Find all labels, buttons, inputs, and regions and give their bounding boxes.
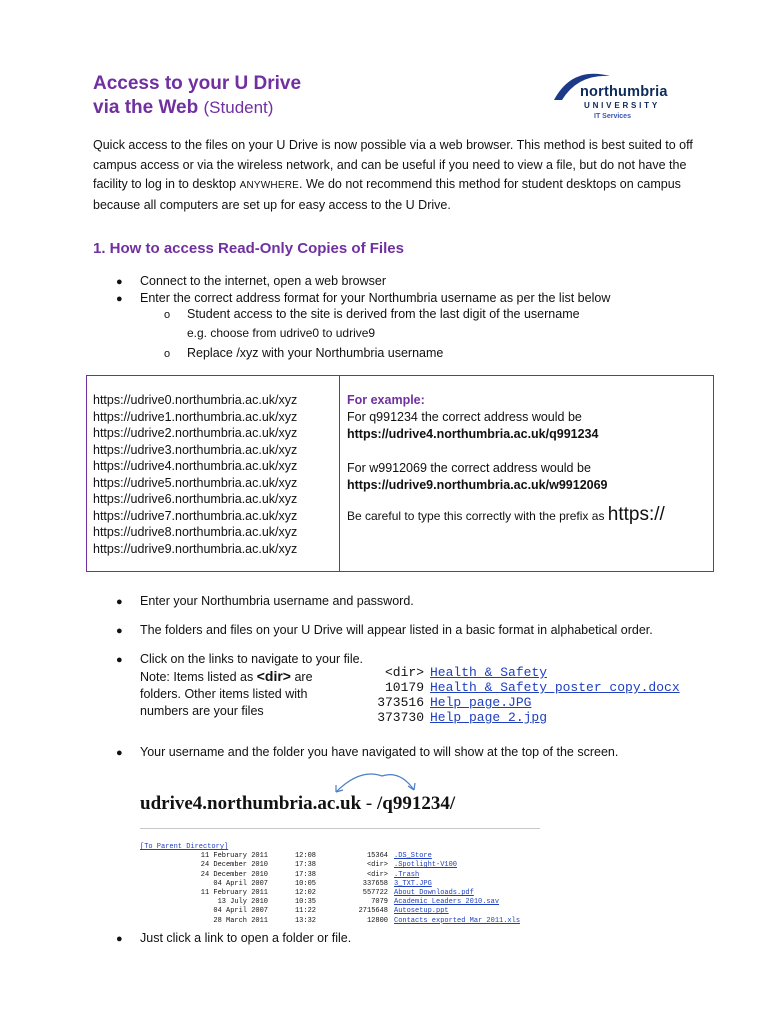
url-item: https://udrive3.northumbria.ac.uk/xyz [93,442,298,457]
title-line-1: Access to your U Drive [93,73,302,94]
url-table [86,375,714,572]
note-post: are [294,670,313,684]
step-click-links: Click on the links to navigate to your file. [140,652,364,666]
row-time: 11:22 [294,907,316,916]
row-size: 337658 [362,879,388,888]
listing-size: <dir> [384,665,424,680]
sub-bullet-replace-xyz: Replace /xyz with your Northumbria username [187,346,444,360]
instruction-bullets [0,273,768,363]
row-size: 7079 [371,898,388,907]
intro-paragraph [93,136,693,215]
row-link[interactable]: 3_TXT.JPG [394,879,432,888]
step-folders-listed: The folders and files on your U Drive will appear listed in a basic format in alphabetical order. [140,623,653,637]
page-title [93,72,301,120]
example-panel [347,392,707,525]
row-size: <dir> [366,861,388,870]
row-link[interactable]: .Trash [394,870,420,879]
username-bullet [0,744,768,764]
row-date: 11 February 2011 [200,852,268,861]
row-size: 2715648 [358,907,388,916]
bullet-dot-icon: ● [116,625,123,637]
url-item: https://udrive5.northumbria.ac.uk/xyz [93,475,298,490]
table-row [140,917,520,926]
url-item: https://udrive7.northumbria.ac.uk/xyz [93,508,298,523]
northumbria-logo [552,70,678,126]
step-username-shown: Your username and the folder you have navigated to will show at the top of the screen. [140,745,619,759]
listing-link[interactable]: Help page.JPG [430,695,532,710]
bullet-connect: Connect to the internet, open a web browser [140,274,386,288]
note-dir: <dir> [256,668,291,684]
sub-bullet-student-access-example: e.g. choose from udrive0 to udrive9 [187,326,376,340]
table-row [140,871,520,880]
row-link[interactable]: About Downloads.pdf [394,889,474,898]
row-link[interactable]: Contacts exported Mar 2011.xls [394,916,521,925]
example-file-listing [364,665,680,725]
url-table-divider [339,376,340,571]
row-date: 24 December 2010 [200,870,268,879]
intro-part-1: Quick access to the files on your U Drive is now possible via a web browser. This method is best suited to off campus access or via the wireless network, and can be useful if you need to view a file, but do not have the facility to log in to desktop [93,138,693,191]
parent-directory-link[interactable]: [To Parent Directory] [140,843,229,851]
example-heading: For example: [347,393,425,407]
row-size: <dir> [366,870,388,879]
row-time: 10:35 [294,898,316,907]
title-line-2-main: via the Web [93,97,199,118]
sub-bullet-circle-icon: o [164,348,171,360]
row-time: 13:32 [294,916,316,925]
listing-size: 10179 [384,680,424,695]
row-link[interactable]: .DS_Store [394,852,432,861]
sub-bullet-student-access: Student access to the site is derived from the last digit of the username [187,307,580,321]
table-row [140,907,520,916]
note-line-2: folders. Other items listed with [140,687,308,701]
listing-size: 373730 [377,710,424,725]
url-item: https://udrive0.northumbria.ac.uk/xyz [93,393,298,407]
row-date: 28 March 2011 [213,916,268,925]
table-row [140,880,520,889]
row-link[interactable]: Academic Leaders 2010.sav [394,898,500,907]
example-2-text: For w9912069 the correct address would be [347,461,591,475]
listing-link[interactable]: Help page 2.jpg [430,710,548,725]
bullet-address-format: Enter the correct address format for your Northumbria username as per the list below [140,291,611,305]
row-link[interactable]: Autosetup.ppt [394,907,449,916]
listing-size: 373516 [377,695,424,710]
url-item: https://udrive9.northumbria.ac.uk/xyz [93,541,298,556]
title-suffix: (Student) [203,98,274,117]
intro-part-2: . We do not recommend this method for student desktops on campus because all computers are set up for easy access to the U Drive. [93,177,681,212]
url-item: https://udrive1.northumbria.ac.uk/xyz [93,409,298,424]
row-size: 15364 [366,852,388,861]
url-list [93,392,297,557]
table-row [140,852,520,861]
example-1-url: https://udrive4.northumbria.ac.uk/q991234 [347,427,599,441]
row-date: 11 February 2011 [200,889,268,898]
table-row [140,889,520,898]
prefix-text: https:// [607,504,665,525]
listing-row [364,710,680,725]
bullet-dot-icon: ● [116,596,123,608]
row-time: 12:08 [294,852,316,861]
bullet-dot-icon: ● [116,654,123,666]
path-separator: - [361,793,377,814]
bullet-dot-icon: ● [116,293,123,305]
url-item: https://udrive8.northumbria.ac.uk/xyz [93,525,298,539]
section-1-heading: 1. How to access Read-Only Copies of Files [93,240,404,257]
note-line-1 [140,668,313,685]
row-time: 17:38 [294,870,316,879]
step-enter-credentials: Enter your Northumbria username and password. [140,594,414,608]
logo-university: UNIVERSITY [584,101,661,110]
row-date: 24 December 2010 [200,861,268,870]
bullet-dot-icon: ● [116,933,123,945]
careful-note [347,506,707,525]
row-date: 13 July 2010 [217,898,268,907]
row-size: 557722 [362,889,388,898]
row-link[interactable]: .Spotlight-V100 [394,861,458,870]
example-2-url: https://udrive9.northumbria.ac.uk/w9912069 [347,478,608,492]
path-host: udrive4.northumbria.ac.uk [140,793,362,814]
step-just-click: Just click a link to open a folder or file. [140,931,352,945]
row-date: 04 April 2007 [213,907,268,916]
listing-link[interactable]: Health & Safety poster copy.docx [430,680,680,695]
row-size: 12800 [366,916,388,925]
path-display [140,793,455,815]
sub-bullet-circle-icon: o [164,309,171,321]
title-line-2 [93,96,301,120]
note-line-3: numbers are your files [140,704,264,718]
note-pre: Note: Items listed as [140,670,254,684]
bullet-dot-icon: ● [116,747,123,759]
path-user: /q991234/ [377,793,456,814]
listing-row [364,665,680,680]
logo-dept: IT Services [594,113,631,120]
path-divider [140,828,540,829]
url-item: https://udrive6.northumbria.ac.uk/xyz [93,492,298,506]
row-time: 12:02 [294,889,316,898]
row-time: 10:05 [294,879,316,888]
intro-anywhere: ANYWHERE [239,180,300,191]
url-item: https://udrive4.northumbria.ac.uk/xyz [93,459,298,473]
final-bullet [0,930,768,950]
table-row [140,898,520,907]
bullet-dot-icon: ● [116,276,123,288]
listing-link[interactable]: Health & Safety [430,665,548,680]
table-row [140,861,520,870]
careful-text: Be careful to type this correctly with the prefix as [347,509,605,523]
listing-row [364,695,680,710]
directory-listing [140,843,520,926]
row-date: 04 April 2007 [213,879,268,888]
logo-name: northumbria [580,84,668,100]
example-1-text: For q991234 the correct address would be [347,410,582,424]
row-time: 17:38 [294,861,316,870]
listing-row [364,680,680,695]
url-item: https://udrive2.northumbria.ac.uk/xyz [93,426,298,440]
